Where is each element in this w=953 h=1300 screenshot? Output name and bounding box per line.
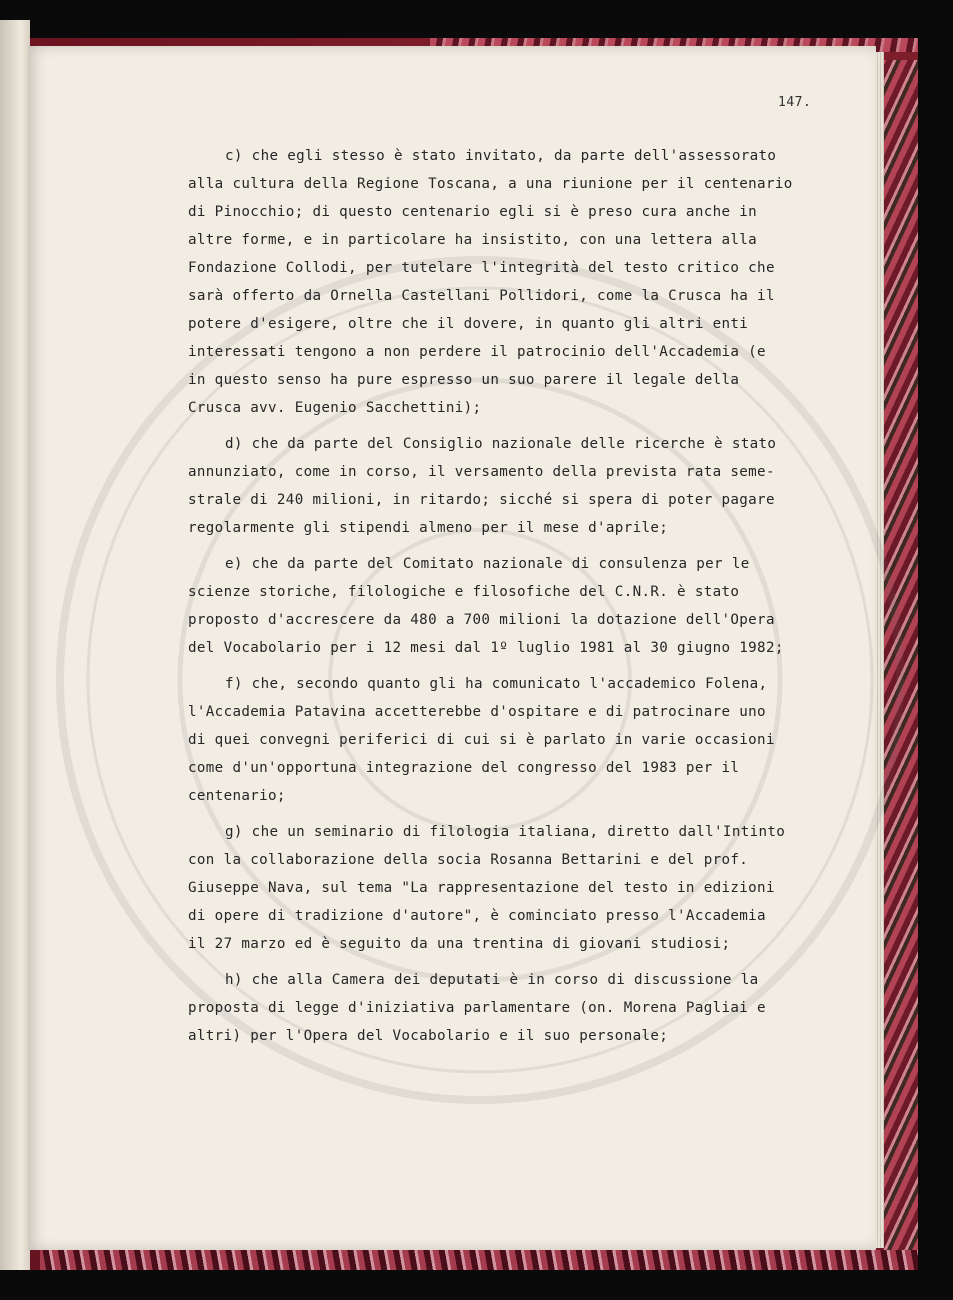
text-line: centenario; [188,788,286,804]
text-line: il 27 marzo ed è seguito da una trentina di giovani studiosi; [188,936,731,952]
text-line: d) che da parte del Consiglio nazionale delle ricerche è stato [225,436,777,452]
text-line: f) che, secondo quanto gli ha comunicato l'accademico Folena, [225,676,768,692]
paragraph-h [188,966,798,1050]
text-line: di opere di tradizione d'autore", è cominciato presso l'Accademia [188,908,766,924]
page-number: 147. [778,95,812,110]
facing-page-edge [0,20,30,1270]
text-line: del Vocabolario per i 12 mesi dal 1º luglio 1981 al 30 giugno 1982; [188,640,784,656]
text-line: in questo senso ha pure espresso un suo parere il legale della [188,372,740,388]
marbled-edge-bottom [40,1250,918,1270]
text-line: Giuseppe Nava, sul tema "La rappresentazione del testo in edizioni [188,880,775,896]
text-line: di quei convegni periferici di cui si è parlato in varie occasioni [188,732,775,748]
text-line: con la collaborazione della socia Rosanna Bettarini e del prof. [188,852,749,868]
paragraph-d [188,430,798,542]
text-line: h) che alla Camera dei deputati è in corso di discussione la [225,972,759,988]
text-line: altri) per l'Opera del Vocabolario e il suo personale; [188,1028,669,1044]
text-line: g) che un seminario di filologia italiana, diretto dall'Intinto [225,824,786,840]
text-line: alla cultura della Regione Toscana, a una riunione per il centenario [188,176,793,192]
text-line: strale di 240 milioni, in ritardo; sicché si spera di poter pagare [188,492,775,508]
text-line: proposto d'accrescere da 480 a 700 milioni la dotazione dell'Opera [188,612,775,628]
paragraph-c [188,142,798,422]
text-line: sarà offerto da Ornella Castellani Pollidori, come la Crusca ha il [188,288,775,304]
text-line: e) che da parte del Comitato nazionale di consulenza per le [225,556,750,572]
text-line: interessati tengono a non perdere il patrocinio dell'Accademia (e [188,344,766,360]
paragraph-g [188,818,798,958]
text-line: l'Accademia Patavina accetterebbe d'ospitare e di patrocinare uno [188,704,766,720]
paragraph-e [188,550,798,662]
paragraph-f [188,670,798,810]
text-line: scienze storiche, filologiche e filosofiche del C.N.R. è stato [188,584,740,600]
text-line: di Pinocchio; di questo centenario egli si è preso cura anche in [188,204,758,220]
marbled-edge-right [880,60,918,1260]
text-line: Crusca avv. Eugenio Sacchettini); [188,400,482,416]
text-line: regolarmente gli stipendi almeno per il mese d'aprile; [188,520,669,536]
text-line: Fondazione Collodi, per tutelare l'integrità del testo critico che [188,260,775,276]
text-line: proposta di legge d'iniziativa parlamentare (on. Morena Pagliai e [188,1000,766,1016]
text-line: altre forme, e in particolare ha insistito, con una lettera alla [188,232,758,248]
text-line: potere d'esigere, oltre che il dovere, in quanto gli altri enti [188,316,749,332]
text-line: c) che egli stesso è stato invitato, da parte dell'assessorato [225,148,777,164]
text-line: come d'un'opportuna integrazione del congresso del 1983 per il [188,760,740,776]
text-line: annunziato, come in corso, il versamento della prevista rata seme- [188,464,775,480]
